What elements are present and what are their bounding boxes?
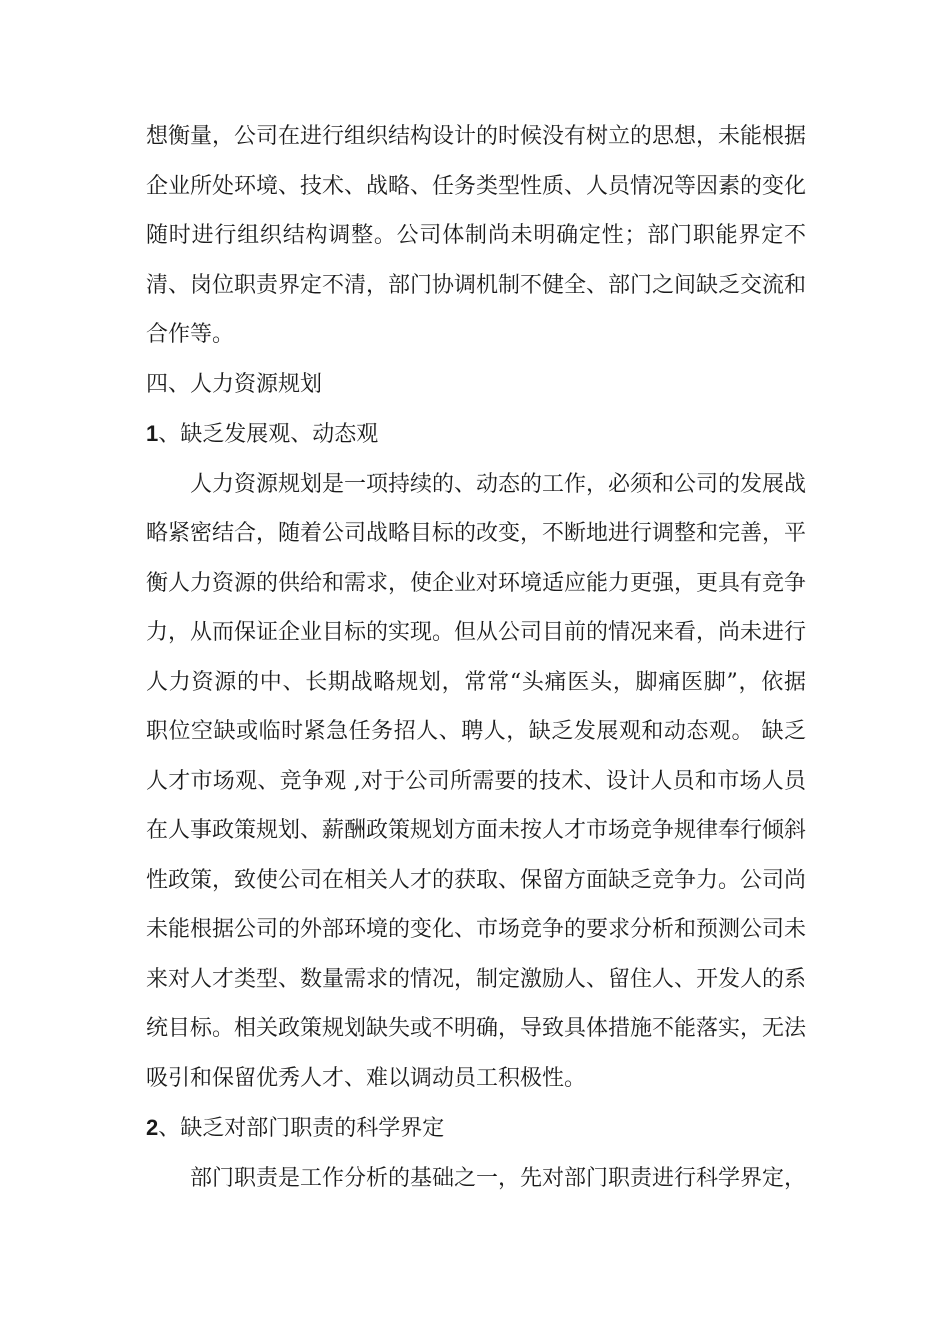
- document-page: [146, 112, 806, 1203]
- body-paragraph-3: 部门职责是工作分析的基础之一，先对部门职责进行科学界定，: [190, 1165, 807, 1191]
- subheading-2: [146, 1103, 806, 1154]
- section-heading-4: 四、人力资源规划: [146, 371, 323, 397]
- subheading-2-text: 、缺乏对部门职责的科学界定: [158, 1116, 445, 1141]
- subheading-1-number: 1: [146, 421, 159, 446]
- subheading-1: [146, 409, 806, 460]
- body-paragraph-1: 想衡量，公司在进行组织结构设计的时候没有树立的思想，未能根据企业所处环境、技术、战略、任务类型性质、人员情况等因素的变化随时进行组织结构调整。公司体制尚未明确定性；部门职能界定不清、岗位职责界定不清，部门协调机制不健全、部门之间缺乏交流和合作等。: [146, 124, 807, 347]
- subheading-2-number: 2: [146, 1115, 159, 1140]
- subheading-1-text: 、缺乏发展观、动态观: [158, 422, 379, 447]
- body-paragraph-2: 人力资源规划是一项持续的、动态的工作，必须和公司的发展战略紧密结合，随着公司战略目标的改变，不断地进行调整和完善，平衡人力资源的供给和需求，使企业对环境适应能力更强，更具有竞争力，从而保证企业目标的实现。但从公司目前的情况来看，尚未进行人力资源的中、长期战略规划，常常“头痛医头，脚痛医脚”，依据职位空缺或临时紧急任务招人、聘人，缺乏发展观和动态观。 缺乏人才市场观、竞争观 ,对于公司所需要的技术、设计人员和市场人员在人事政策规划、薪酬政策规划方面未按人才市场竞争规律奉行倾斜性政策，致使公司在相关人才的获取、保留方面缺乏竞争力。公司尚未能根据公司的外部环境的变化、市场竞争的要求分析和预测公司未来对人才类型、数量需求的情况，制定激励人、留住人、开发人的系统目标。相关政策规划缺失或不明确，导致具体措施不能落实，无法吸引和保留优秀人才、难以调动员工积极性。: [146, 471, 807, 1091]
